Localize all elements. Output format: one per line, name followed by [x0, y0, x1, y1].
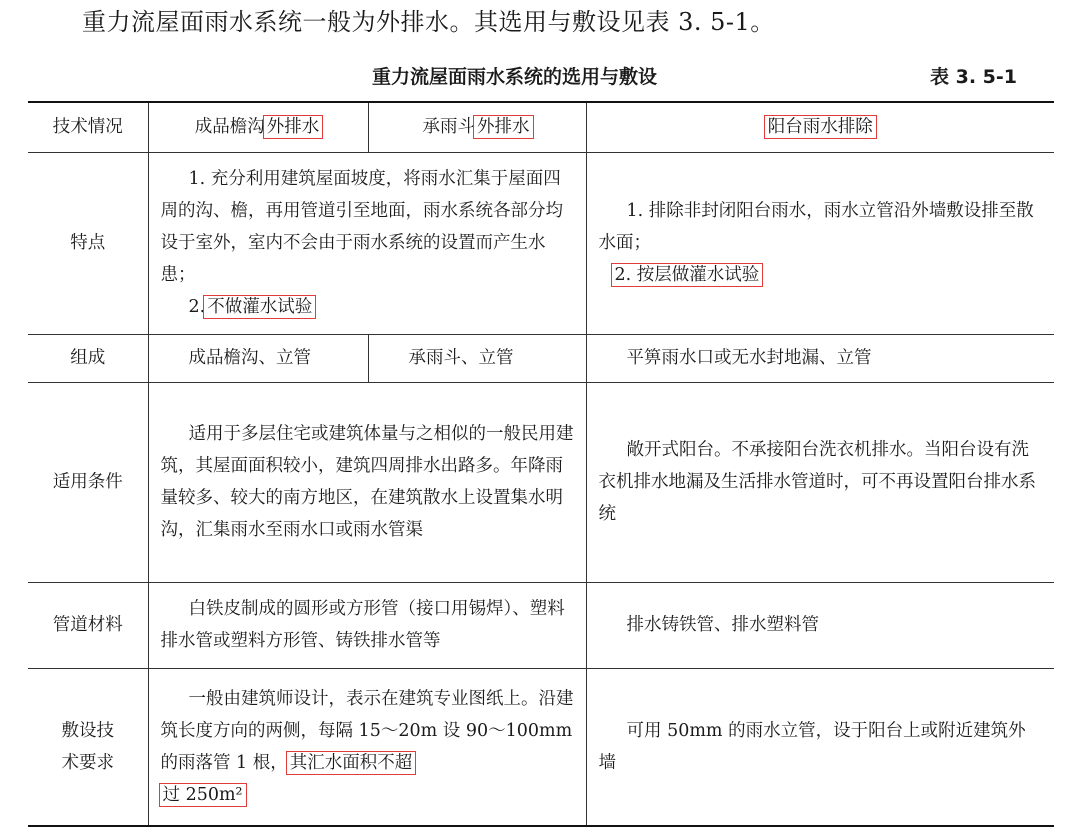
- header-row: [28, 102, 1054, 152]
- installation-left-highlight-2: 过 250m²: [162, 784, 243, 805]
- features-left-p2-num: 2.: [188, 297, 206, 317]
- features-left-p1: 1. 充分利用建筑屋面坡度，将雨水汇集于屋面四周的沟、檐，再用管道引至地面，雨水系统各部分均设于室外，室内不会由于雨水系统的设置而产生水患；: [160, 169, 563, 285]
- materials-left: 白铁皮制成的圆形或方形管（接口用锡焊）、塑料排水管或塑料方形管、铸铁排水管等: [148, 582, 586, 668]
- installation-right: 可用 50mm 的雨水立管，设于阳台上或附近建筑外墙: [586, 668, 1054, 826]
- header-balcony: [586, 102, 1054, 152]
- row-features: [28, 152, 1054, 334]
- header-hopper: [368, 102, 586, 152]
- features-left-p2-highlight: 不做灌水试验: [207, 297, 313, 317]
- row-materials: [28, 582, 1054, 668]
- selection-table: [28, 101, 1054, 827]
- header-gutter-text: 成品檐沟: [194, 117, 265, 138]
- composition-label: 组成: [28, 334, 148, 382]
- row-composition: [28, 334, 1054, 382]
- row-conditions: [28, 382, 1054, 582]
- installation-left-highlight-1: 其汇水面积不超: [289, 752, 413, 773]
- features-right-p1: 1. 排除非封闭阳台雨水，雨水立管沿外墙敷设排至散水面；: [598, 201, 1034, 253]
- header-hopper-text: 承雨斗: [422, 117, 475, 138]
- table-number: 表 3. 5-1: [930, 66, 1017, 88]
- materials-right: 排水铸铁管、排水塑料管: [586, 582, 1054, 668]
- header-hopper-highlight: 外排水: [477, 117, 530, 138]
- installation-label-2: 术要求: [61, 752, 114, 773]
- features-right: [586, 152, 1054, 334]
- composition-hopper: 承雨斗、立管: [368, 334, 586, 382]
- installation-label-1: 敷设技: [61, 720, 114, 741]
- features-right-p2: [599, 259, 1043, 291]
- row-installation: [28, 668, 1054, 826]
- features-label: 特点: [28, 152, 148, 334]
- header-tech: 技术情况: [28, 102, 148, 152]
- installation-left: [148, 668, 586, 826]
- header-gutter: [148, 102, 368, 152]
- conditions-left: 适用于多层住宅或建筑体量与之相似的一般民用建筑，其屋面面积较小，建筑四周排水出路多。年降雨量较多、较大的南方地区，在建筑散水上设置集水明沟，汇集雨水至雨水口或雨水管渠: [148, 382, 586, 582]
- intro-paragraph: 重力流屋面雨水系统一般为外排水。其选用与敷设见表 3. 5-1。: [82, 8, 775, 36]
- conditions-right: 敞开式阳台。不承接阳台洗衣机排水。当阳台设有洗衣机排水地漏及生活排水管道时，可不再设置阳台排水系统: [586, 382, 1054, 582]
- conditions-label: 适用条件: [28, 382, 148, 582]
- features-left-p2: [161, 291, 574, 323]
- table-title: 重力流屋面雨水系统的选用与敷设: [372, 66, 658, 88]
- composition-balcony: 平箅雨水口或无水封地漏、立管: [586, 334, 1054, 382]
- composition-gutter: 成品檐沟、立管: [148, 334, 368, 382]
- features-left: [148, 152, 586, 334]
- installation-left-text: 一般由建筑师设计，表示在建筑专业图纸上。沿建筑长度方向的两侧，每隔 15～20m 设 90～100mm 的雨落管 1 根，: [160, 688, 574, 773]
- header-gutter-highlight: 外排水: [266, 117, 320, 138]
- features-right-p2-highlight: 2. 按层做灌水试验: [614, 265, 760, 285]
- installation-label: [28, 668, 148, 826]
- table-caption: [0, 62, 1080, 90]
- materials-label: 管道材料: [28, 582, 148, 668]
- header-balcony-highlight: 阳台雨水排除: [767, 117, 873, 138]
